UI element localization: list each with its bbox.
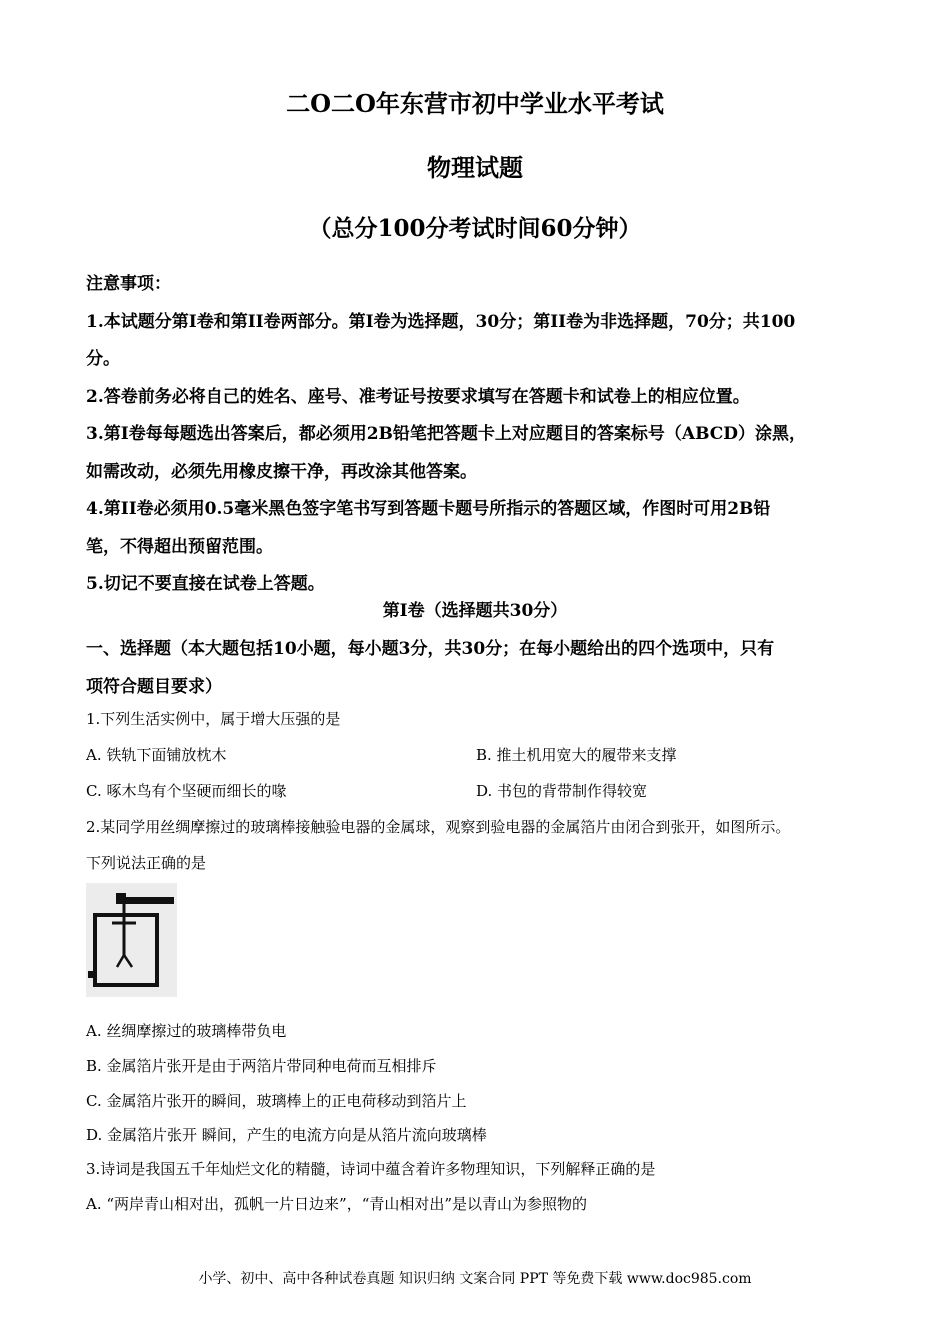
- electroscope-drawing: [86, 883, 177, 997]
- notice-item-1: 1.本试题分第I卷和第II卷两部分。第I卷为选择题，30分；第II卷为非选择题，70分；共100: [86, 311, 796, 332]
- question-2-option-d: D. 金属箔片张开 瞬间，产生的电流方向是从箔片流向玻璃棒: [86, 1126, 487, 1144]
- question-2-option-a: A. 丝绸摩擦过的玻璃棒带负电: [86, 1022, 287, 1040]
- question-3-stem: 3.诗词是我国五千年灿烂文化的精髓，诗词中蕴含着许多物理知识，下列解释正确的是: [86, 1160, 656, 1178]
- notice-item-3: 3.第I卷每每题选出答案后，都必须用2B铅笔把答题卡上对应题目的答案标号（ABCD）涂黑，: [86, 424, 807, 444]
- question-1-stem: 1.下列生活实例中，属于增大压强的是: [86, 710, 341, 728]
- subject-title: 物理试题: [427, 153, 523, 182]
- question-2-option-c: C. 金属箔片张开的瞬间，玻璃棒上的正电荷移动到箔片上: [86, 1092, 467, 1110]
- exam-info: （总分100分考试时间60分钟）: [308, 215, 642, 242]
- part-instructions-line1: 一、选择题（本大题包括10小题，每小题3分，共30分；在每小题给出的四个选项中，只有: [86, 639, 775, 659]
- notice-item-3-cont: 如需改动，必须先用橡皮擦干净，再改涂其他答案。: [86, 461, 477, 482]
- notice-item-1-cont: 分。: [86, 349, 120, 369]
- question-1-option-b: B. 推土机用宽大的履带来支撑: [476, 746, 677, 764]
- notice-item-2: 2.答卷前务必将自己的姓名、座号、准考证号按要求填写在答题卡和试卷上的相应位置。: [86, 386, 750, 407]
- section-title: 第I卷（选择题共30分）: [382, 601, 568, 621]
- question-3-option-a: A. “两岸青山相对出，孤帆一片日边来”，“青山相对出”是以青山为参照物的: [86, 1195, 588, 1213]
- exam-title: 二O二O年东营市初中学业水平考试: [286, 89, 664, 118]
- notice-heading: 注意事项：: [86, 274, 171, 294]
- page-footer: 小学、初中、高中各种试卷真题 知识归纳 文案合同 PPT 等免费下载 www.doc985.com: [198, 1271, 752, 1287]
- notice-item-5: 5.切记不要直接在试卷上答题。: [86, 574, 325, 594]
- question-1-option-c: C. 啄木鸟有个坚硬而细长的喙: [86, 782, 287, 800]
- question-2-stem-cont: 下列说法正确的是: [86, 854, 207, 872]
- notice-section: [86, 266, 876, 604]
- question-2-stem: 2.某同学用丝绸摩擦过的玻璃棒接触验电器的金属球，观察到验电器的金属箔片由闭合到张开，如图所示。: [86, 818, 791, 836]
- question-2-option-b: B. 金属箔片张开是由于两箔片带同种电荷而互相排斥: [86, 1057, 437, 1075]
- notice-item-4: 4.第II卷必须用0.5毫米黑色签字笔书写到答题卡题号所指示的答题区域，作图时可用2B铅: [86, 499, 771, 519]
- electroscope-figure: [86, 883, 177, 997]
- part-instructions-line2: 项符合题目要求）: [86, 677, 222, 697]
- notice-item-4-cont: 笔，不得超出预留范围。: [86, 536, 273, 557]
- part-instructions: [86, 630, 876, 706]
- question-1-option-a: A. 铁轨下面铺放枕木: [86, 746, 227, 764]
- question-1-option-d: D. 书包的背带制作得较宽: [476, 782, 648, 800]
